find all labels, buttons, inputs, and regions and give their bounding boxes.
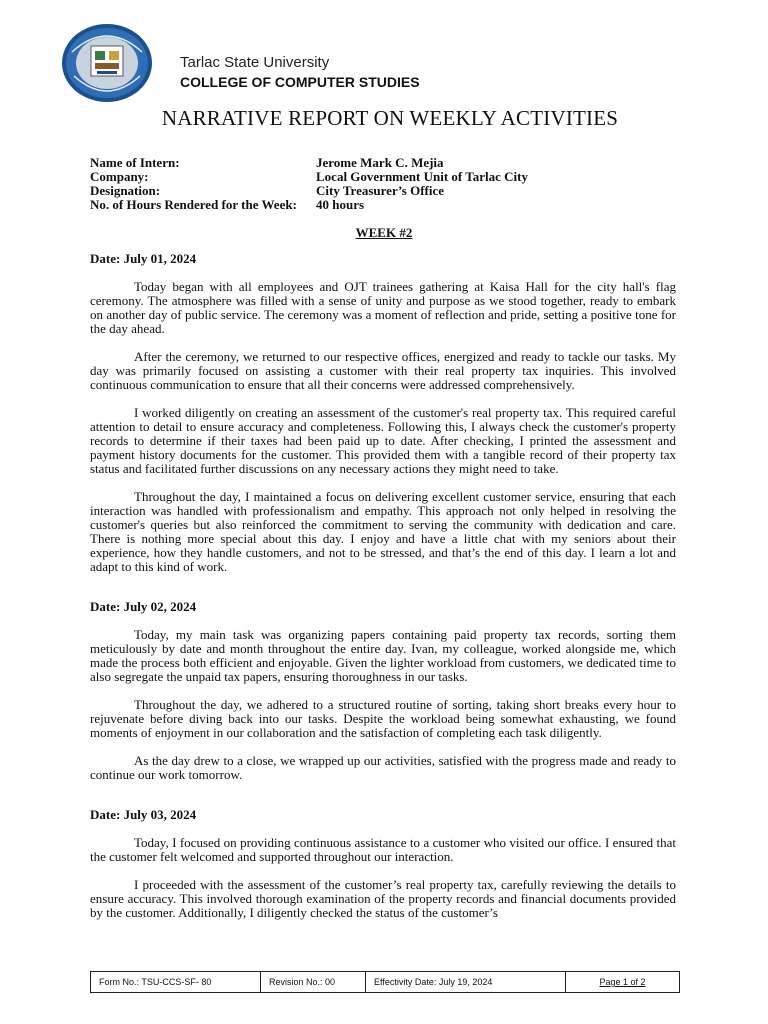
info-label: Name of Intern: <box>90 155 180 170</box>
university-name: Tarlac State University <box>180 54 330 71</box>
form-number: Form No.: TSU-CCS-SF- 80 <box>91 972 261 992</box>
paragraph: Throughout the day, we adhered to a structured routine of sorting, taking short breaks every hour to rejuvenate before diving back into our tasks. Despite the workload being somewhat exhausting, we found moments of enjoyment in our collaboration and the satisfaction of completing each task diligently. <box>90 697 676 740</box>
info-row-hours <box>90 198 528 212</box>
effectivity-date: Effectivity Date: July 19, 2024 <box>366 972 566 992</box>
form-footer <box>90 971 680 993</box>
info-label: No. of Hours Rendered for the Week: <box>90 197 297 212</box>
paragraph: Today, I focused on providing continuous assistance to a customer who visited our office. I ensured that the customer felt welcomed and supported throughout our interaction. <box>90 835 676 864</box>
date-heading: Date: July 02, 2024 <box>90 599 197 614</box>
info-value: Local Government Unit of Tarlac City <box>316 169 528 184</box>
paragraph: As the day drew to a close, we wrapped up our activities, satisfied with the progress made and ready to continue our work tomorrow. <box>90 753 676 782</box>
revision-number: Revision No.: 00 <box>261 972 366 992</box>
info-label: Company: <box>90 169 149 184</box>
page-number: Page 1 of 2 <box>599 977 646 987</box>
report-title: NARRATIVE REPORT ON WEEKLY ACTIVITIES <box>161 106 619 130</box>
info-label: Designation: <box>90 183 161 198</box>
university-seal-logo-icon <box>60 22 154 104</box>
paragraph: I worked diligently on creating an assessment of the customer's real property tax. This required careful attention to detail to ensure accuracy and completeness. Following this, I always check the customer's property records to determine if their taxes had been paid up to date. After checking, I printed the assessment and payment history documents for the customer. This provided them with a tangible record of their property tax status and facilitated further discussions on any necessary actions they might need to take. <box>90 405 676 476</box>
info-row-name <box>90 156 528 170</box>
date-heading: Date: July 01, 2024 <box>90 251 197 266</box>
week-heading: WEEK #2 <box>355 225 413 240</box>
college-name: COLLEGE OF COMPUTER STUDIES <box>180 74 420 90</box>
info-value: Jerome Mark C. Mejia <box>316 155 444 170</box>
paragraph: Today, my main task was organizing papers containing paid property tax records, sorting them meticulously by date and month throughout the entire day. Ivan, my colleague, worked alongside me, which made the process both efficient and enjoyable. Given the lighter workload from customers, we dedicated time to also segregate the unpaid tax papers, ensuring thoroughness in our tasks. <box>90 627 676 684</box>
paragraph: I proceeded with the assessment of the customer’s real property tax, carefully reviewing the details to ensure accuracy. This involved thorough examination of the property records and financial documents provided by the customer. Additionally, I diligently checked the status of the customer’s <box>90 877 676 920</box>
report-body <box>90 252 676 920</box>
paragraph: Throughout the day, I maintained a focus on delivering excellent customer service, ensuring that each interaction was handled with professionalism and empathy. This approach not only helped in resolving the customer's queries but also reinforced the commitment to serving the community with dedication and care. There is nothing more special about this day. I enjoy and have a little chat with my seniors about their experience, how they handle customers, and not to be stressed, and that’s the end of this day. I learn a lot and adapt to this kind of work. <box>90 489 676 574</box>
info-value: 40 hours <box>316 197 365 212</box>
date-heading: Date: July 03, 2024 <box>90 807 197 822</box>
info-value: City Treasurer’s Office <box>316 183 445 198</box>
info-row-company <box>90 170 528 184</box>
info-row-designation <box>90 184 528 198</box>
paragraph: Today began with all employees and OJT trainees gathering at Kaisa Hall for the city hall's flag ceremony. The atmosphere was filled with a sense of unity and purpose as we stood together, ready to embark on another day of public service. The ceremony was a moment of reflection and pride, setting a positive tone for the day ahead. <box>90 279 676 336</box>
intern-info <box>90 156 528 212</box>
paragraph: After the ceremony, we returned to our respective offices, energized and ready to tackle our tasks. My day was primarily focused on assisting a customer with their real property tax inquiries. This involved continuous communication to ensure that all their concerns were addressed comprehensively. <box>90 349 676 392</box>
